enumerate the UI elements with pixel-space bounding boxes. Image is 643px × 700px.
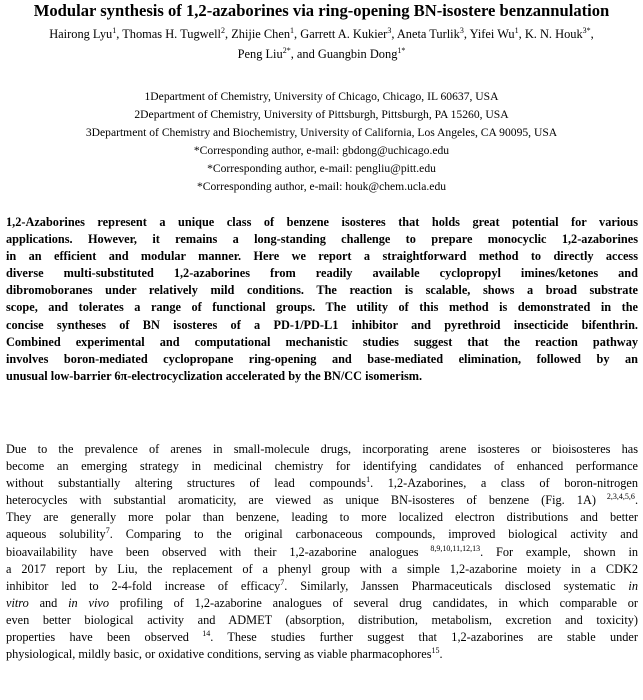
author-name: Guangbin Dong	[317, 47, 398, 61]
paper-title: Modular synthesis of 1,2-azaborines via ring-opening BN-isostere benzannulation	[33, 1, 610, 20]
body-line: Due to the prevalence of arenes in small-molecule drugs, incorporating arene isosteres or bioisosteres has	[6, 442, 638, 456]
body-line: heterocycles with substantial aromaticity, are viewed as unique BN-isosteres of benzene (Fig. 1A) $^{2,3,4,5,6}$.	[6, 492, 639, 508]
body-line: become an emerging strategy in medicinal chemistry for identifying candidates of enhanced performance	[6, 459, 638, 474]
citation: 2,3,4,5,6	[595, 492, 635, 502]
body-line: properties have been observed $^{14}$. These studies further suggest that 1,2-azaborines are stable under	[6, 628, 638, 645]
affiliation-1: 1Department of Chemistry, University of Chicago, Chicago, IL 60637, USA	[144, 90, 499, 103]
citation: 14	[188, 628, 211, 638]
body-line: a 2017 report by Liu, the replacement of a phenyl group with a simple 1,2-azaborine moiety in a CDK2	[6, 561, 638, 576]
author-affiliation-mark: 1	[514, 25, 519, 35]
author-name: K. N. Houk	[524, 27, 583, 41]
abstract-line: concise syntheses of BN isosteres of a PD-1/PD-L1 inhibitor and pyrethroid insecticide bifenthrin.	[6, 317, 638, 332]
abstract-line: 1,2-Azaborines represent a unique class of benzene isosteres that holds great potential for various	[6, 215, 638, 229]
citation: 15	[431, 646, 440, 656]
abstract-line: unusual low-barrier 6π-electrocyclization accelerated by the BN/CC isomerism.	[6, 368, 423, 383]
author-affiliation-mark: 1	[112, 25, 117, 35]
abstract-line: in an efficient and modular manner. Here we report a straightforward method to directly access	[6, 249, 638, 264]
abstract-line: dibromoboranes under relatively mild conditions. The reaction is scalable, shows a broad substrate	[6, 283, 638, 298]
body-line: without substantially altering structures of lead compounds$^1$. 1,2-Azaborines, a class of boron-nitrogen	[6, 475, 638, 491]
body-line: even better biological activity and ADMET (absorption, distribution, metabolism, excretion and toxicity)	[6, 612, 638, 627]
body-line: inhibitor led to 2-4-fold increase of efficacy$^7$. Similarly, Janssen Pharmaceuticals disclosed systematic in	[6, 577, 638, 593]
body-line: physiological, mildly basic, or oxidative conditions, serving as viable pharmacophores$^{15}$.	[6, 646, 443, 662]
body-paragraph	[6, 441, 638, 663]
author-affiliation-mark: 1*	[397, 45, 406, 55]
author-affiliation-mark: 2*	[282, 45, 291, 55]
abstract-line: applications. However, it remains a long-standing challenge to prepare monocyclic 1,2-azaborines	[6, 232, 638, 247]
abstract-line: scope, and tolerates a range of functional groups. The utility of this method is demonstrated in the	[6, 300, 638, 315]
author-name: Hairong Lyu	[49, 27, 113, 41]
author-affiliation-mark: 3	[387, 25, 392, 35]
corresponding-email-2: *Corresponding author, e-mail: pengliu@pitt.edu	[207, 162, 436, 175]
author-affiliation-mark: 3*	[582, 25, 591, 35]
author-affiliation-mark: 1	[290, 25, 295, 35]
citation: 7	[280, 577, 285, 587]
affiliation-2: 2Department of Chemistry, University of Pittsburgh, Pittsburgh, PA 15260, USA	[134, 108, 509, 121]
author-name: Zhijie Chen	[231, 27, 291, 41]
corresponding-email-1: *Corresponding author, e-mail: gbdong@uchicago.edu	[193, 144, 450, 157]
affiliation-3: 3Department of Chemistry and Biochemistry, University of California, Los Angeles, CA 90095, USA	[85, 126, 558, 139]
abstract-line: diverse multi-substituted 1,2-azaborines from readily available cyclopropyl imines/ketones and	[6, 266, 638, 281]
abstract	[6, 214, 638, 385]
abstract-line: Combined experimental and computational mechanistic studies suggest that the reaction pathway	[6, 334, 638, 349]
author-affiliation-mark: 2	[221, 25, 225, 35]
citation: 8,9,10,11,12,13	[418, 543, 481, 553]
author-name: Thomas H. Tugwell	[122, 27, 221, 41]
body-line: They are generally more polar than benzene, leading to more localized electron distributions and better	[6, 510, 638, 525]
author-name: Aneta Turlik	[396, 27, 460, 41]
abstract-line: involves boron-mediated cyclopropane ring-opening and base-mediated elimination, followed by an	[6, 351, 638, 366]
body-line: vitro and in vivo profiling of 1,2-azaborine analogues of several drug candidates, in which comparable or	[6, 595, 638, 610]
citation: 7	[105, 526, 110, 536]
citation: 1	[366, 475, 371, 485]
corresponding-email-3: *Corresponding author, e-mail: houk@chem.ucla.edu	[196, 180, 447, 193]
body-line: aqueous solubility$^7$. Comparing to the original carbonaceous compounds, improved biological activity and	[6, 526, 638, 542]
author-name: Yifei Wu	[469, 27, 515, 41]
body-line: bioavailability have been observed with their 1,2-azaborine analogues $^{8,9,10,11,12,13}$. For example, shown in	[6, 543, 639, 559]
author-list: Hairong Lyu$^1$, Thomas H. Tugwell$^2$, Zhijie Chen$^1$, Garrett A. Kukier$^3$, Aneta Turlik$^3$, Yifei Wu$^1$, K. N. Houk$^{3*}$, Peng Liu$^{2*}$, and Guangbin Dong$^{1*}$	[49, 25, 594, 61]
author-name: Garrett A. Kukier	[300, 27, 388, 41]
author-name: Peng Liu	[237, 47, 283, 61]
author-affiliation-mark: 3	[459, 25, 464, 35]
